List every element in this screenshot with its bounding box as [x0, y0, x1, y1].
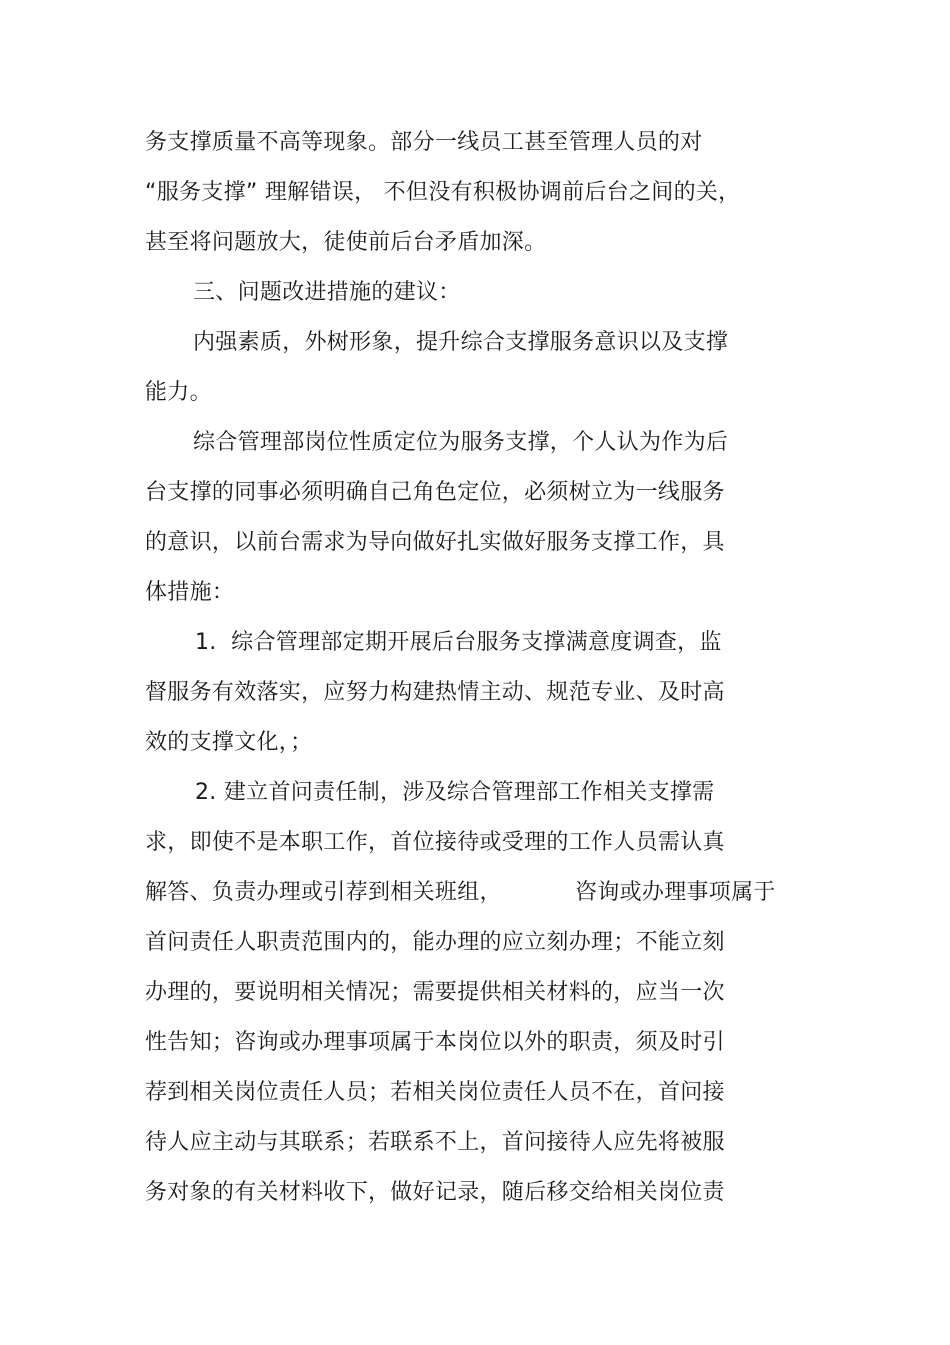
list-item-1: 1. 综合管理部定期开展后台服务支撑满意度调查，监	[195, 630, 722, 655]
text-line: 综合管理部岗位性质定位为服务支撑，个人认为作为后	[193, 430, 729, 455]
text-line: 的意识，以前台需求为导向做好扎实做好服务支撑工作，具	[145, 530, 725, 555]
text-line: “服务支撑” 理解错误， 不但没有积极协调前后台之间的关，	[145, 180, 741, 205]
text-line: 台支撑的同事必须明确自己角色定位，必须树立为一线服务	[145, 480, 725, 505]
text-line: 性告知；咨询或办理事项属于本岗位以外的职责，须及时引	[145, 1030, 725, 1055]
section-heading: 三、问题改进措施的建议：	[193, 280, 461, 305]
text-line: 首问责任人职责范围内的，能办理的应立刻办理；不能立刻	[145, 930, 725, 955]
text-line: 务支撑质量不高等现象。部分一线员工甚至管理人员的对	[145, 130, 703, 155]
text-line: 能力。	[145, 380, 212, 405]
text-line: 内强素质，外树形象，提升综合支撑服务意识以及支撑	[193, 330, 729, 355]
text-line: 荐到相关岗位责任人员；若相关岗位责任人员不在，首问接	[145, 1080, 725, 1105]
text-line: 务对象的有关材料收下，做好记录，随后移交给相关岗位责	[145, 1180, 725, 1205]
list-item-2: 2. 建立首问责任制，涉及综合管理部工作相关支撑需	[195, 780, 715, 805]
text-line: 待人应主动与其联系；若联系不上，首问接待人应先将被服	[145, 1130, 725, 1155]
text-line: 办理的，要说明相关情况；需要提供相关材料的，应当一次	[145, 980, 725, 1005]
text-line: 督服务有效落实，应努力构建热情主动、规范专业、及时高	[145, 680, 725, 705]
text-line: 解答、负责办理或引荐到相关班组，	[145, 880, 502, 905]
text-line: 体措施：	[145, 580, 235, 605]
text-line: 效的支撑文化，；	[145, 730, 313, 755]
text-line: 甚至将问题放大，徒使前后台矛盾加深。	[145, 230, 547, 255]
text-line: 咨询或办理事项属于	[575, 880, 776, 905]
text-line: 求，即使不是本职工作，首位接待或受理的工作人员需认真	[145, 830, 725, 855]
